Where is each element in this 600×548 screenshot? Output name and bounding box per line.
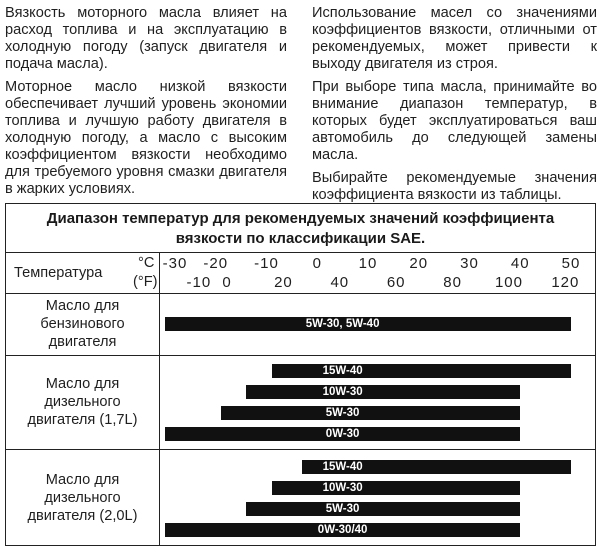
oil-group-label-line: Масло для bbox=[45, 472, 120, 488]
celsius-tick: -10 bbox=[254, 255, 279, 272]
celsius-tick: 40 bbox=[510, 255, 530, 272]
oil-grade-label: 15W-40 bbox=[322, 364, 363, 377]
celsius-tick: 30 bbox=[460, 255, 479, 272]
celsius-tick: 50 bbox=[561, 255, 581, 272]
oil-grade-label: 0W-30/40 bbox=[317, 523, 368, 536]
fahrenheit-tick: 40 bbox=[330, 274, 350, 291]
intro-left-column bbox=[5, 5, 287, 204]
oil-range-bar bbox=[165, 427, 520, 441]
oil-grade-label: 5W-30 bbox=[325, 406, 360, 419]
table-title-line-2: вязкости по классификации SAE. bbox=[175, 230, 426, 247]
oil-range-bar bbox=[246, 502, 520, 516]
celsius-tick: 20 bbox=[409, 255, 429, 272]
oil-range-bar bbox=[272, 481, 521, 495]
table-title bbox=[6, 209, 595, 249]
oil-group-label-line: бензинового bbox=[40, 316, 125, 332]
fahrenheit-tick: 80 bbox=[443, 274, 462, 291]
celsius-tick: 0 bbox=[312, 255, 322, 272]
paragraph-temperature-range: При выборе типа масла, принимайте во внимание диапазон температур, в которых будет эксплуатироваться ваш автомобиль до следующей замены масла. bbox=[312, 79, 597, 163]
paragraph-warning: Использование масел со значениями коэффициентов вязкости, отличными от рекомендуемых, может привести к выходу двигателя из строя. bbox=[312, 5, 597, 72]
divider-diesel-17 bbox=[6, 449, 595, 450]
fahrenheit-tick: 100 bbox=[494, 274, 523, 291]
oil-grade-label: 0W-30 bbox=[325, 427, 360, 440]
divider-vertical bbox=[159, 252, 160, 545]
oil-range-bar bbox=[302, 460, 571, 474]
divider-scale bbox=[6, 293, 595, 294]
oil-group-label-line: дизельного bbox=[44, 394, 121, 410]
oil-grade-label: 10W-30 bbox=[322, 481, 363, 494]
intro-right-column bbox=[312, 5, 597, 210]
oil-grade-label: 10W-30 bbox=[322, 385, 363, 398]
temperature-label: Температура bbox=[14, 265, 103, 281]
oil-group-label bbox=[6, 375, 159, 429]
oil-group-label-line: двигателя bbox=[48, 334, 117, 350]
oil-grade-label: 5W-30, 5W-40 bbox=[305, 318, 380, 330]
fahrenheit-tick: 120 bbox=[551, 274, 580, 291]
oil-group-label-line: Масло для bbox=[45, 298, 120, 314]
paragraph-choose-from-table: Выбирайте рекомендуемые значения коэффициента вязкости из таблицы. bbox=[312, 170, 597, 203]
table-title-line-1: Диапазон температур для рекомендуемых значений коэффициента bbox=[46, 210, 555, 227]
paragraph-viscosity-effect: Вязкость моторного масла влияет на расход топлива и на эксплуатацию в холодную погоду (запуск двигателя и подача масла). bbox=[5, 5, 287, 72]
oil-group-label-line: дизельного bbox=[44, 490, 121, 506]
fahrenheit-tick: -10 bbox=[186, 274, 212, 291]
divider-title bbox=[6, 252, 595, 253]
oil-group-label-line: Масло для bbox=[45, 376, 120, 392]
oil-grade-label: 5W-30 bbox=[325, 502, 360, 515]
celsius-tick: -30 bbox=[162, 255, 188, 272]
fahrenheit-unit: (°F) bbox=[133, 274, 158, 290]
oil-range-bar bbox=[165, 523, 520, 537]
oil-group-label bbox=[6, 297, 159, 351]
oil-grade-label: 15W-40 bbox=[322, 460, 363, 473]
fahrenheit-tick: 60 bbox=[386, 274, 406, 291]
celsius-tick: -20 bbox=[203, 255, 229, 272]
fahrenheit-tick: 20 bbox=[274, 274, 293, 291]
oil-range-bar bbox=[272, 364, 571, 378]
oil-group-label-line: двигателя (2,0L) bbox=[27, 508, 138, 524]
oil-group-label bbox=[6, 471, 159, 525]
celsius-tick: 10 bbox=[358, 255, 378, 272]
paragraph-low-viscosity: Моторное масло низкой вязкости обеспечивает лучший уровень экономии топлива и лучшую работу двигателя в холодную погоду, а масло с высоким коэффициентом вязкости необходимо для требуемого уровня смазки двигателя в жарких условиях. bbox=[5, 79, 287, 197]
oil-group-label-line: двигателя (1,7L) bbox=[27, 412, 138, 428]
divider-gasoline bbox=[6, 355, 595, 356]
celsius-unit: °C bbox=[138, 255, 155, 271]
fahrenheit-tick: 0 bbox=[222, 274, 232, 291]
oil-range-bar bbox=[246, 385, 520, 399]
oil-range-bar bbox=[221, 406, 520, 420]
oil-range-bar bbox=[165, 317, 571, 331]
sae-viscosity-table bbox=[5, 203, 596, 546]
